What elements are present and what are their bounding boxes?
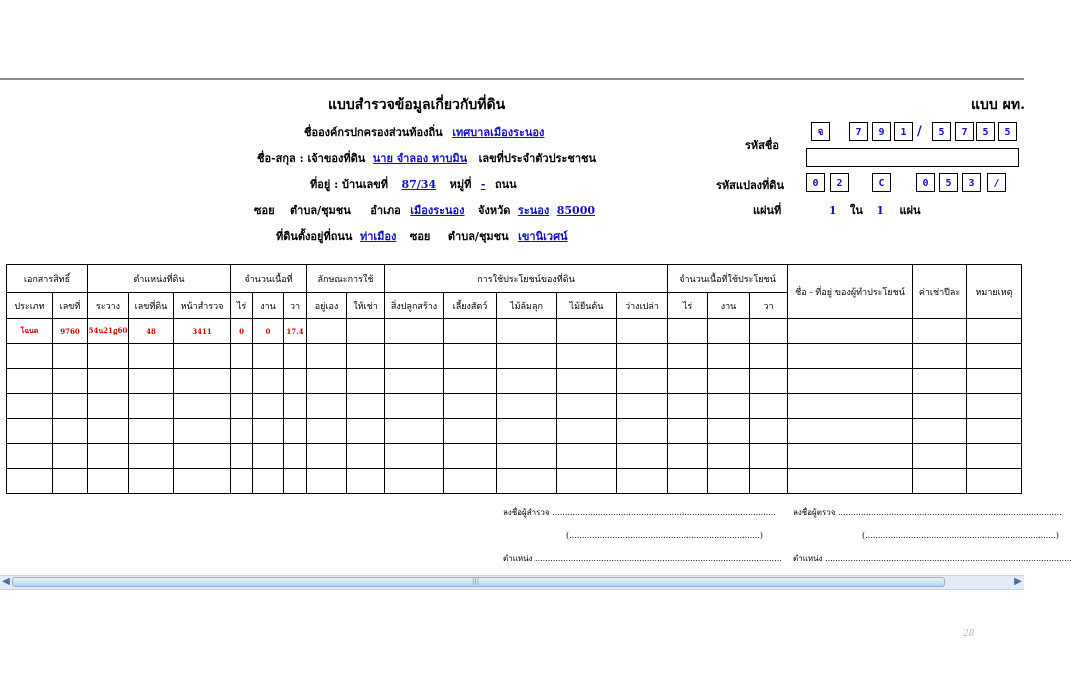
table-cell: [444, 394, 497, 419]
table-cell: [88, 419, 129, 444]
table-cell: [967, 444, 1022, 469]
table-cell: [231, 444, 253, 469]
name-code-box: จ: [811, 122, 830, 141]
table-cell: [129, 369, 174, 394]
moo-label: หมู่ที่: [449, 178, 472, 191]
table-cell: [347, 419, 385, 444]
table-cell: [967, 394, 1022, 419]
table-cell: [788, 444, 913, 469]
table-cell: [88, 369, 129, 394]
table-row: [7, 394, 1022, 419]
table-cell: [750, 444, 788, 469]
table-cell: [307, 394, 347, 419]
table-cell: 0: [231, 319, 253, 344]
table-cell: [750, 419, 788, 444]
table-cell: [708, 469, 750, 494]
table-cell: [668, 419, 708, 444]
header-remarks: หมายเหตุ: [967, 265, 1022, 319]
sub-header: ประเภท: [7, 293, 53, 319]
table-cell: [788, 319, 913, 344]
table-cell: [967, 344, 1022, 369]
table-cell: [347, 394, 385, 419]
table-row: [7, 369, 1022, 394]
table-cell: [617, 369, 668, 394]
table-cell: [385, 394, 444, 419]
name-code-box: 7: [955, 122, 974, 141]
table-cell: [174, 394, 231, 419]
owner-line: [257, 149, 596, 167]
table-cell: [347, 319, 385, 344]
table-cell: [88, 344, 129, 369]
name-code-label: รหัสชื่อ: [745, 139, 779, 152]
table-cell: [497, 444, 557, 469]
land-tambon-label: ตำบล/ชุมชน: [447, 230, 509, 243]
table-cell: [129, 419, 174, 444]
org-value: เทศบาลเมืองระนอง: [452, 126, 545, 139]
table-row: [7, 419, 1022, 444]
table-cell: [307, 444, 347, 469]
sub-header: วา: [284, 293, 307, 319]
province-label: จังหวัด: [478, 204, 511, 217]
sub-header: งาน: [708, 293, 750, 319]
parcel-code-box: 2: [830, 173, 849, 192]
table-cell: [557, 344, 617, 369]
table-cell: [497, 369, 557, 394]
table-cell: [967, 419, 1022, 444]
table-cell: [788, 469, 913, 494]
table-cell: [174, 419, 231, 444]
group-header-used-area: จำนวนเนื้อที่ใช้ประโยชน์: [668, 265, 788, 293]
table-cell: [967, 469, 1022, 494]
scroll-right-arrow-icon[interactable]: ▶: [1014, 576, 1022, 587]
table-cell: [557, 419, 617, 444]
table-cell: [347, 469, 385, 494]
table-cell: [617, 344, 668, 369]
table-cell: [347, 344, 385, 369]
sub-header: ไม้ยืนต้น: [557, 293, 617, 319]
name-code-box: 5: [998, 122, 1017, 141]
table-cell: [231, 469, 253, 494]
table-cell: [750, 344, 788, 369]
table-cell: [617, 444, 668, 469]
name-code-box: 5: [932, 122, 951, 141]
table-cell: [913, 319, 967, 344]
group-header-title-deed: เอกสารสิทธิ์: [7, 265, 88, 293]
scrollbar-grip-icon: |||: [472, 577, 480, 585]
address-label: ที่อยู่ : บ้านเลขที่: [310, 178, 388, 191]
sheet-label: แผ่นที่: [753, 204, 782, 217]
citizen-id-label: เลขที่ประจำตัวประชาชน: [478, 152, 597, 165]
horizontal-scrollbar[interactable]: [0, 575, 1024, 590]
table-cell: [307, 419, 347, 444]
table-cell: [497, 419, 557, 444]
sub-header: ไร่: [231, 293, 253, 319]
table-cell: [385, 369, 444, 394]
table-cell: [617, 394, 668, 419]
soi-label: ซอย: [254, 204, 275, 217]
name-code-box: 9: [872, 122, 891, 141]
table-cell: [557, 469, 617, 494]
table-cell: [284, 344, 307, 369]
sub-header: ไม้ล้มลุก: [497, 293, 557, 319]
table-cell: [444, 369, 497, 394]
table-cell: [788, 394, 913, 419]
table-cell: [913, 469, 967, 494]
parcel-code-box: 0: [806, 173, 825, 192]
land-soi-label: ซอย: [409, 230, 431, 243]
table-cell: [129, 444, 174, 469]
table-cell: โฉนด: [7, 319, 53, 344]
table-cell: [129, 344, 174, 369]
table-cell: [557, 444, 617, 469]
table-row: [7, 319, 1022, 344]
owner-value: นาย จำลอง หาบมิน: [372, 152, 468, 165]
sub-header: ไร่: [668, 293, 708, 319]
sheet-total: 1: [876, 204, 885, 217]
table-cell: [497, 319, 557, 344]
sub-header: ระวาง: [88, 293, 129, 319]
table-cell: [557, 369, 617, 394]
owner-label: ชื่อ-สกุล : เจ้าของที่ดิน: [257, 152, 366, 165]
table-cell: [557, 394, 617, 419]
table-cell: [253, 344, 284, 369]
name-code-box: 7: [849, 122, 868, 141]
table-cell: [967, 319, 1022, 344]
province-value: ระนอง: [517, 204, 550, 217]
table-cell: [307, 469, 347, 494]
surveyor-signature-line: ลงชื่อผู้สำรวจ ........................................................................................: [503, 508, 776, 517]
sheet-line: [753, 201, 921, 219]
table-cell: 0: [253, 319, 284, 344]
table-cell: [708, 419, 750, 444]
table-cell: [557, 319, 617, 344]
surveyor-name-parentheses: (...........................................................................): [566, 531, 763, 540]
table-cell: [750, 319, 788, 344]
table-cell: [231, 419, 253, 444]
land-road-value: ท่าเมือง: [359, 230, 397, 243]
table-cell: [444, 344, 497, 369]
land-survey-table: [6, 264, 1022, 494]
table-cell: [385, 444, 444, 469]
table-cell: [668, 319, 708, 344]
table-cell: [668, 469, 708, 494]
table-cell: [708, 394, 750, 419]
table-cell: [284, 369, 307, 394]
name-code-separator: /: [917, 124, 922, 139]
org-label: ชื่อองค์กรปกครองส่วนท้องถิ่น: [304, 126, 443, 139]
parcel-code-box: 0: [916, 173, 935, 192]
tambon-label: ตำบล/ชุมชน: [290, 204, 351, 217]
table-cell: [88, 469, 129, 494]
table-cell: [444, 444, 497, 469]
sub-header: หน้าสำรวจ: [174, 293, 231, 319]
table-cell: [253, 369, 284, 394]
table-cell: [53, 344, 88, 369]
table-cell: [788, 419, 913, 444]
table-cell: [253, 419, 284, 444]
surveyor-position-line: ตำแหน่ง .................................................................................................: [503, 554, 782, 563]
header-annual-rent: ค่าเช่าปีละ: [913, 265, 967, 319]
table-cell: [88, 394, 129, 419]
table-cell: [253, 469, 284, 494]
table-cell: [7, 444, 53, 469]
group-header-land-position: ตำแหน่งที่ดิน: [88, 265, 231, 293]
name-code-box: 5: [976, 122, 995, 141]
name-code-box: 1: [894, 122, 913, 141]
table-cell: [385, 344, 444, 369]
sheets-label: แผ่น: [899, 204, 921, 217]
parcel-code-box: /: [987, 173, 1006, 192]
amphoe-value: เมืองระนอง: [410, 204, 465, 217]
table-cell: [129, 469, 174, 494]
sheet-of-label: ใน: [849, 204, 863, 217]
table-cell: [617, 419, 668, 444]
table-cell: [284, 444, 307, 469]
table-cell: [708, 444, 750, 469]
table-cell: [307, 369, 347, 394]
table-cell: [788, 344, 913, 369]
inspector-signature-line: ลงชื่อผู้ตรวจ ........................................................................................: [793, 508, 1062, 517]
table-cell: [53, 419, 88, 444]
sub-header: เลขที่: [53, 293, 88, 319]
sub-header: สิ่งปลูกสร้าง: [385, 293, 444, 319]
table-cell: 3411: [174, 319, 231, 344]
table-cell: [174, 369, 231, 394]
table-cell: [444, 419, 497, 444]
form-code: แบบ ผท.: [971, 97, 1025, 113]
parcel-code-box: C: [872, 173, 891, 192]
table-cell: [347, 444, 385, 469]
table-cell: [444, 469, 497, 494]
parcel-code-label: รหัสแปลงที่ดิน: [716, 179, 784, 192]
table-cell: [174, 444, 231, 469]
table-cell: [750, 394, 788, 419]
table-cell: 48: [129, 319, 174, 344]
land-tambon-value: เขานิเวศน์: [518, 230, 568, 243]
table-cell: [174, 469, 231, 494]
house-number: 87/34: [401, 178, 437, 191]
address-line: [310, 175, 517, 193]
sub-header: เลขที่ดิน: [129, 293, 174, 319]
group-header-area: จำนวนเนื้อที่: [231, 265, 307, 293]
table-cell: [385, 419, 444, 444]
sub-header: ให้เช่า: [347, 293, 385, 319]
table-cell: [750, 369, 788, 394]
sub-header: เลี้ยงสัตว์: [444, 293, 497, 319]
table-cell: [88, 444, 129, 469]
table-cell: [347, 369, 385, 394]
table-cell: [444, 319, 497, 344]
table-cell: [668, 394, 708, 419]
table-cell: [307, 319, 347, 344]
table-cell: [497, 469, 557, 494]
table-cell: [385, 469, 444, 494]
table-cell: [913, 419, 967, 444]
sub-header: ว่างเปล่า: [617, 293, 668, 319]
table-cell: [7, 469, 53, 494]
table-cell: 54น21ฏ60: [88, 319, 129, 344]
amphoe-label: อำเภอ: [370, 204, 401, 217]
postcode: 85000: [556, 204, 596, 217]
table-cell: [53, 469, 88, 494]
table-cell: [7, 369, 53, 394]
table-cell: [708, 344, 750, 369]
land-road-label: ที่ดินตั้งอยู่ที่ถนน: [276, 230, 353, 243]
table-cell: [913, 444, 967, 469]
table-cell: [497, 344, 557, 369]
scroll-left-arrow-icon[interactable]: ◀: [2, 576, 10, 587]
sub-header: งาน: [253, 293, 284, 319]
table-cell: [7, 419, 53, 444]
table-cell: [53, 369, 88, 394]
table-cell: [913, 394, 967, 419]
table-row: [7, 469, 1022, 494]
table-cell: [668, 369, 708, 394]
table-cell: [385, 319, 444, 344]
table-cell: [617, 319, 668, 344]
table-cell: [231, 344, 253, 369]
table-cell: [231, 394, 253, 419]
table-cell: [53, 394, 88, 419]
table-cell: [7, 394, 53, 419]
table-cell: [967, 369, 1022, 394]
inspector-position-line: ตำแหน่ง .................................................................................................: [793, 554, 1072, 563]
table-cell: [129, 394, 174, 419]
table-cell: [174, 344, 231, 369]
road-label: ถนน: [494, 178, 517, 191]
table-cell: [253, 394, 284, 419]
group-header-usage-type: ลักษณะการใช้: [307, 265, 385, 293]
group-header-land-use: การใช้ประโยชน์ของที่ดิน: [385, 265, 668, 293]
table-cell: [7, 344, 53, 369]
table-cell: [750, 469, 788, 494]
table-cell: [284, 419, 307, 444]
org-line: [304, 123, 544, 141]
table-cell: [307, 344, 347, 369]
form-title: แบบสำรวจข้อมูลเกี่ยวกับที่ดิน: [328, 97, 506, 113]
table-cell: [668, 344, 708, 369]
table-cell: [284, 394, 307, 419]
location-line: [254, 201, 595, 219]
header-user-name-address: ชื่อ - ที่อยู่ ของผู้ทำประโยชน์: [788, 265, 913, 319]
land-location-line: [276, 227, 568, 245]
table-cell: [913, 344, 967, 369]
table-cell: [708, 369, 750, 394]
table-cell: [53, 444, 88, 469]
parcel-code-box: 3: [962, 173, 981, 192]
page-number: 28: [963, 629, 975, 639]
table-cell: [668, 444, 708, 469]
table-cell: [231, 369, 253, 394]
sheet-number: 1: [828, 204, 837, 217]
sub-header: อยู่เอง: [307, 293, 347, 319]
table-cell: [284, 469, 307, 494]
top-divider: [0, 78, 1024, 80]
moo-value: -: [480, 178, 486, 191]
table-cell: [788, 369, 913, 394]
table-row: [7, 444, 1022, 469]
table-cell: [497, 394, 557, 419]
inspector-name-parentheses: (...........................................................................): [862, 531, 1059, 540]
table-row: [7, 344, 1022, 369]
parcel-code-box: 5: [939, 173, 958, 192]
table-cell: 9760: [53, 319, 88, 344]
table-cell: [913, 369, 967, 394]
table-cell: [253, 444, 284, 469]
table-cell: [708, 319, 750, 344]
name-code-extra-box: [806, 148, 1019, 167]
table-cell: [617, 469, 668, 494]
sub-header: วา: [750, 293, 788, 319]
table-cell: 17.4: [284, 319, 307, 344]
